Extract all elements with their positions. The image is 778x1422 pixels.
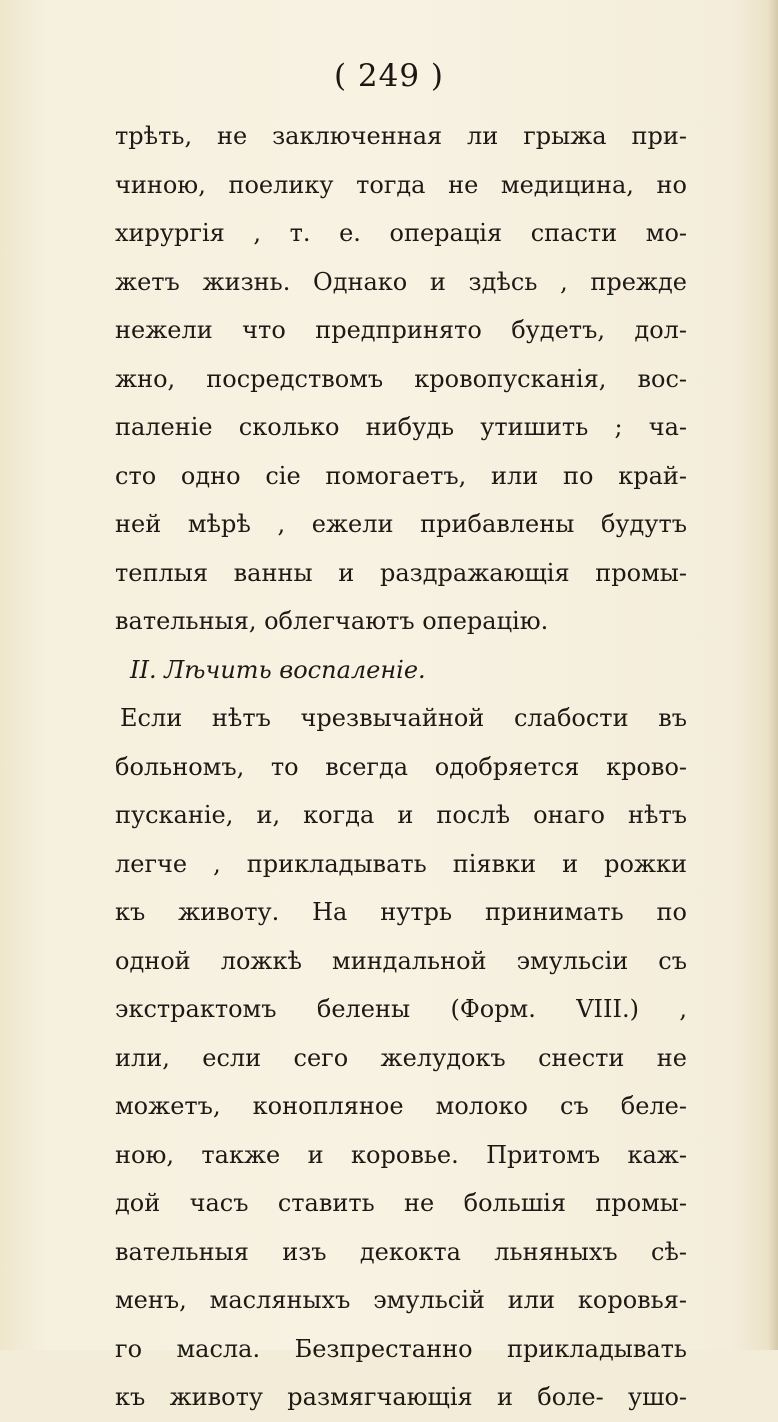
text-line: нежели что предпринято будетъ, дол- — [115, 316, 687, 344]
text-line: паленіе сколько нибудь утишить ; ча- — [115, 413, 687, 441]
text-line: дой часъ ставить не большія промы- — [115, 1189, 687, 1217]
text-line: чиною, поелику тогда не медицина, но — [115, 170, 687, 199]
text-line: жно, посредствомъ кровопусканія, вос- — [115, 364, 687, 393]
text-line: легче , прикладывать піявки и рожки — [115, 849, 687, 878]
text-line: или, если сего желудокъ снести не — [115, 1043, 687, 1072]
text-line: ною, также и коровье. Притомъ каж- — [115, 1140, 687, 1169]
text-line: къ животу. На нутрь принимать по — [115, 898, 687, 926]
text-line: къ животу размягчающія и боле- ушо- — [115, 1383, 687, 1411]
page-edge-shadow — [768, 0, 778, 1350]
text-line: жетъ жизнь. Однако и здѣсь , прежде — [115, 267, 687, 296]
text-line: экстрактомъ белены (Форм. VIII.) , — [115, 995, 687, 1023]
text-line: трѣть, не заключенная ли грыжа при- — [115, 122, 687, 150]
text-line: теплыя ванны и раздражающія промы- — [115, 558, 687, 587]
text-line: менъ, масляныхъ эмульсій или коровья- — [115, 1286, 687, 1314]
text-line: вательныя изъ декокта льняныхъ сѣ- — [115, 1237, 687, 1266]
text-line: ней мѣрѣ , ежели прибавлены будутъ — [115, 510, 687, 538]
text-line: одной ложкѣ миндальной эмульсіи съ — [115, 946, 687, 975]
body-text — [115, 112, 687, 1422]
text-line: пусканіе, и, когда и послѣ онаго нѣтъ — [115, 801, 687, 829]
text-line: сто одно сіе помогаетъ, или по край- — [115, 461, 687, 490]
text-line: го масла. Безпрестанно прикладывать — [115, 1334, 687, 1363]
text-line: Если нѣтъ чрезвычайной слабости въ — [120, 704, 687, 732]
page-number: ( 249 ) — [333, 58, 445, 94]
text-line: можетъ, конопляное молоко съ беле- — [115, 1092, 687, 1120]
section-heading: II. Лѣчить воспаленіе. — [130, 655, 426, 684]
text-line: вательныя, облегчаютъ операцію. — [115, 607, 549, 635]
text-line: хирургія , т. е. операція спасти мо- — [115, 219, 687, 247]
text-line: больномъ, то всегда одобряется крово- — [115, 752, 687, 781]
